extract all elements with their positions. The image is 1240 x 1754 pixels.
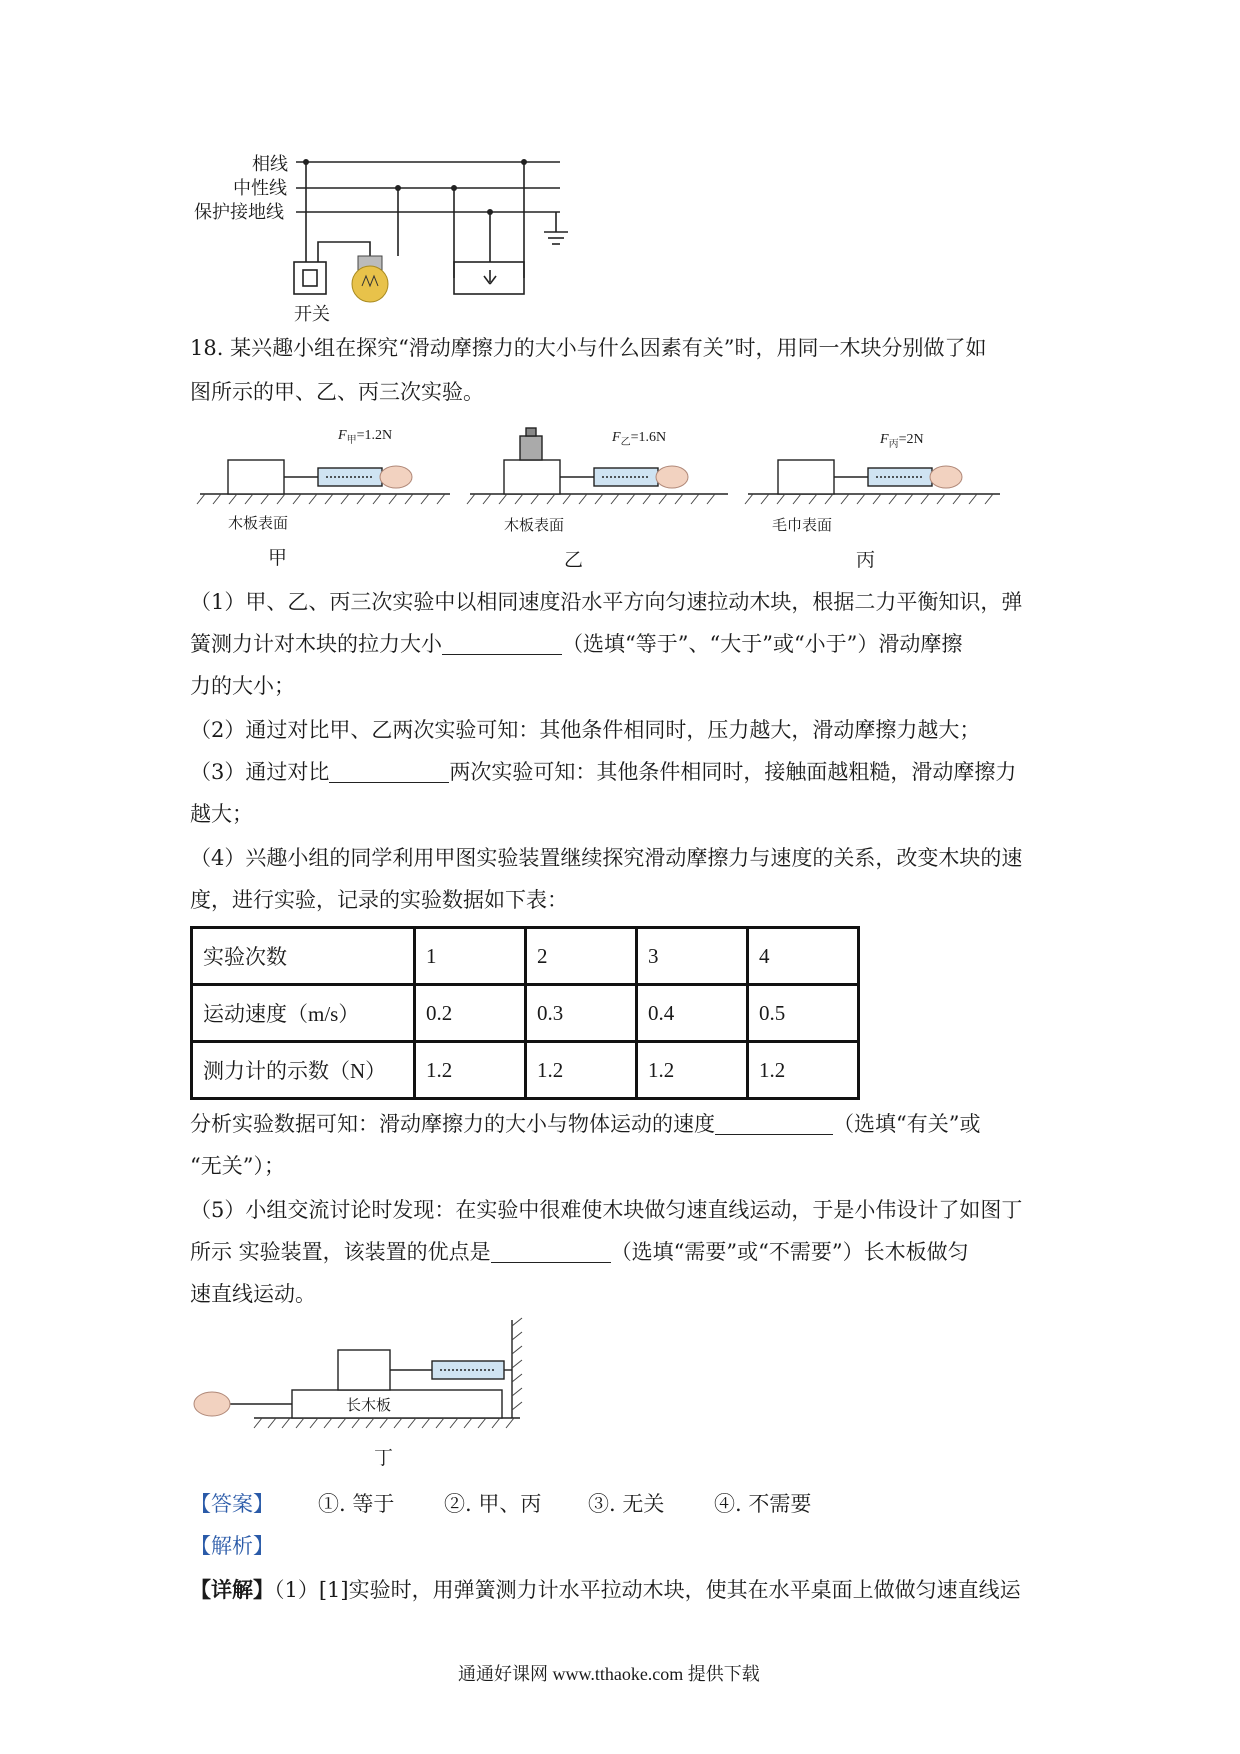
- analysis-line1: 分析实验数据可知：滑动摩擦力的大小与物体运动的速度 （选填“有关”或: [190, 1112, 981, 1136]
- force-label-jia: $F_甲=1.2N$: [338, 428, 393, 446]
- surface-label-yi: 木板表面: [504, 518, 565, 534]
- force-label-bing: $F_丙=2N$: [880, 432, 924, 450]
- caption-jia: 甲: [268, 547, 288, 569]
- table-cell: 0.2: [415, 985, 526, 1042]
- part1-line2: 簧测力计对木块的拉力大小 （选填“等于”、“大于”或“小于”）滑动摩擦: [190, 632, 963, 656]
- analysis-line2: “无关”）；: [190, 1154, 285, 1178]
- force-label-yi: $F_乙=1.6N$: [612, 430, 667, 448]
- table-cell: 1: [415, 928, 526, 985]
- part1-line1: （1）甲、乙、丙三次实验中以相同速度沿水平方向匀速拉动木块，根据二力平衡知识，弹: [190, 590, 1023, 614]
- table-cell: 3: [637, 928, 748, 985]
- table-cell: 0.4: [637, 985, 748, 1042]
- part3-line2: 越大；: [190, 802, 253, 826]
- part4-line1: （4）兴趣小组的同学利用甲图实验装置继续探究滑动摩擦力与速度的关系，改变木块的速: [190, 846, 1023, 870]
- detail-line: 【详解】（1）[1]实验时，用弹簧测力计水平拉动木块，使其在水平桌面上做做匀速直线运: [190, 1577, 1021, 1602]
- answer-tag: 【答案】: [190, 1492, 274, 1516]
- live-wire-label: 相线: [252, 154, 288, 175]
- hand-icon: [194, 1392, 230, 1416]
- detail-tag: 【详解】: [190, 1577, 274, 1602]
- table-cell: 4: [748, 928, 859, 985]
- part3-line1: （3）通过对比 两次实验可知：其他条件相同时，接触面越粗糙，滑动摩擦力: [190, 760, 1017, 784]
- table-cell: 1.2: [526, 1042, 637, 1099]
- caption-yi: 乙: [564, 549, 584, 571]
- board-label: 长木板: [346, 1398, 392, 1414]
- part1-line3: 力的大小；: [190, 674, 295, 698]
- switch-label: 开关: [294, 304, 330, 325]
- question-18-line2: 图所示的甲、乙、丙三次实验。: [190, 380, 484, 404]
- table-cell: 1.2: [748, 1042, 859, 1099]
- part2: （2）通过对比甲、乙两次实验可知：其他条件相同时，压力越大，滑动摩擦力越大；: [190, 718, 981, 742]
- table-header: 运动速度（m/s）: [192, 985, 415, 1042]
- part5-line1: （5）小组交流讨论时发现：在实验中很难使木块做匀速直线运动，于是小伟设计了如图丁: [190, 1198, 1023, 1222]
- table-cell: 1.2: [637, 1042, 748, 1099]
- table-cell: 0.5: [748, 985, 859, 1042]
- table-header: 实验次数: [192, 928, 415, 985]
- ground-wire-label: 保护接地线: [194, 202, 284, 223]
- caption-ding: 丁: [374, 1447, 394, 1469]
- table-cell: 0.3: [526, 985, 637, 1042]
- page-footer: 通通好课网 www.tthaoke.com 提供下载: [458, 1664, 760, 1684]
- answer-item-4: ④. 不需要: [714, 1492, 812, 1516]
- surface-label-jia: 木板表面: [228, 516, 289, 532]
- question-18-line1: 18. 某兴趣小组在探究“滑动摩擦力的大小与什么因素有关”时，用同一木块分别做了如: [190, 336, 987, 360]
- table-cell: 1.2: [415, 1042, 526, 1099]
- table-header: 测力计的示数（N）: [192, 1042, 415, 1099]
- part5-line3: 速直线运动。: [190, 1282, 316, 1306]
- surface-label-bing: 毛巾表面: [772, 518, 833, 534]
- answer-item-1: ①. 等于: [318, 1492, 395, 1516]
- caption-bing: 丙: [856, 549, 876, 571]
- neutral-wire-label: 中性线: [233, 178, 287, 199]
- part5-line2: 所示 实验装置，该装置的优点是 （选填“需要”或“不需要”）长木板做匀: [190, 1240, 969, 1264]
- answer-item-3: ③. 无关: [588, 1492, 665, 1516]
- table-cell: 2: [526, 928, 637, 985]
- part4-line2: 度，进行实验，记录的实验数据如下表：: [190, 888, 568, 912]
- answer-item-2: ②. 甲、丙: [444, 1492, 542, 1516]
- analysis-tag: 【解析】: [190, 1534, 274, 1558]
